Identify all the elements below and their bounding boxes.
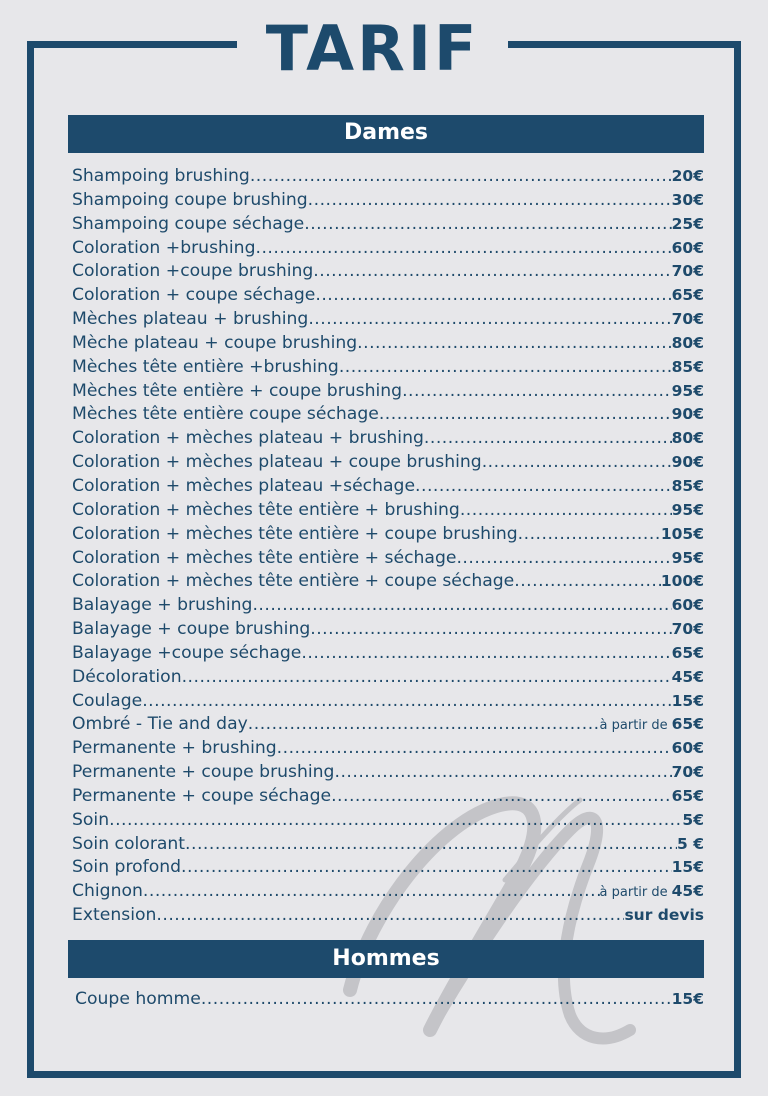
dot-leader (277, 737, 672, 761)
service-name: Coloration + coupe séchage (72, 285, 316, 306)
dot-leader (518, 523, 661, 547)
price-row (72, 666, 704, 690)
service-name: Coupe homme (75, 989, 201, 1009)
dot-leader (460, 499, 672, 523)
service-price: 60€ (671, 739, 704, 758)
price-row (72, 451, 704, 475)
service-name: Mèches tête entière +brushing (72, 356, 339, 377)
service-price: 85€ (671, 357, 704, 376)
service-price: 95€ (671, 381, 704, 400)
service-price: 65€ (671, 715, 704, 734)
dot-leader (182, 666, 672, 690)
dot-leader (310, 618, 671, 642)
service-price: 65€ (671, 286, 704, 305)
price-row (72, 618, 704, 642)
service-name: Mèches tête entière coupe séchage (72, 404, 379, 425)
service-name: Balayage + coupe brushing (72, 619, 311, 640)
service-price: 95€ (671, 500, 704, 519)
frame-top-right-border (508, 41, 741, 48)
price-row (72, 189, 704, 213)
service-name: Coloration +brushing (72, 237, 256, 258)
dot-leader (331, 785, 672, 809)
price-row (72, 475, 704, 499)
price-row (72, 713, 704, 737)
dot-leader (514, 570, 661, 594)
service-name: Coloration + mèches tête entière + brushing (72, 499, 460, 520)
service-price: 15€ (671, 691, 704, 710)
price-row (72, 260, 704, 284)
service-name: Mèches plateau + brushing (72, 309, 309, 330)
price-row (72, 856, 704, 880)
service-price: 65€ (671, 786, 704, 805)
service-name: Coloration + mèches tête entière + séchage (72, 547, 457, 568)
frame-bottom-border (27, 1071, 741, 1078)
service-price: 60€ (671, 238, 704, 257)
service-price: 45€ (671, 882, 704, 901)
service-name: Shampoing brushing (72, 166, 250, 186)
service-price: 60€ (671, 596, 704, 615)
section-header-dames: Dames (68, 115, 704, 153)
service-name: Permanente + brushing (72, 738, 277, 759)
price-row (72, 213, 704, 237)
service-name: Ombré - Tie and day (72, 714, 248, 735)
dot-leader (301, 642, 671, 666)
price-prefix: à partir de (599, 885, 668, 901)
dot-leader (456, 547, 671, 571)
service-name: Coloration +coupe brushing (72, 261, 314, 282)
service-name: Décoloration (72, 666, 182, 687)
service-price: 70€ (671, 310, 704, 329)
frame-top-left-border (27, 41, 237, 48)
service-name: Coloration + mèches plateau + brushing (72, 428, 424, 449)
service-price: 105€ (660, 524, 704, 543)
service-price: 90€ (671, 453, 704, 472)
price-row (72, 809, 704, 833)
service-name: Balayage + brushing (72, 595, 253, 616)
service-name: Extension (72, 905, 157, 926)
price-row (75, 988, 704, 1012)
price-list-dames (72, 165, 704, 928)
service-price: 15€ (671, 858, 704, 877)
price-row (72, 523, 704, 547)
service-name: Coloration + mèches tête entière + coupe séchage (72, 571, 515, 592)
service-price: 15€ (671, 990, 704, 1008)
dot-leader (142, 690, 671, 714)
service-name: Mèches tête entière + coupe brushing (72, 380, 403, 401)
dot-leader (143, 880, 600, 904)
dot-leader (424, 427, 672, 451)
page-title: TARIF (265, 12, 480, 85)
dot-leader (357, 332, 671, 356)
service-price: 85€ (671, 476, 704, 495)
dot-leader (334, 761, 671, 785)
price-row (72, 380, 704, 404)
service-price: 70€ (671, 262, 704, 281)
service-name: Permanente + coupe brushing (72, 762, 335, 783)
service-price: 30€ (671, 190, 704, 209)
price-row (72, 737, 704, 761)
service-price: 5 € (677, 834, 704, 853)
price-row (72, 880, 704, 904)
dot-leader (315, 284, 671, 308)
price-row (72, 332, 704, 356)
price-row (72, 308, 704, 332)
dot-leader (402, 380, 672, 404)
dot-leader (415, 475, 672, 499)
service-name: Coloration + mèches plateau +séchage (72, 475, 416, 496)
service-name: Shampoing coupe séchage (72, 213, 305, 234)
dot-leader (252, 594, 671, 618)
service-name: Soin (72, 809, 110, 830)
dot-leader (256, 237, 672, 261)
dot-leader (181, 856, 672, 880)
dot-leader (185, 833, 677, 857)
dot-leader (339, 356, 672, 380)
price-row (72, 284, 704, 308)
price-row (72, 237, 704, 261)
service-name: Mèche plateau + coupe brushing (72, 332, 358, 353)
price-row (72, 785, 704, 809)
price-prefix: à partir de (599, 718, 668, 734)
dot-leader (109, 809, 682, 833)
price-row (72, 403, 704, 427)
service-name: Coloration + mèches plateau + coupe brushing (72, 452, 482, 473)
dot-leader (248, 713, 600, 737)
price-row (72, 499, 704, 523)
service-price: 70€ (671, 620, 704, 639)
price-row (72, 833, 704, 857)
section-header-hommes: Hommes (68, 940, 704, 978)
service-price: 100€ (660, 572, 704, 591)
service-price: 65€ (671, 643, 704, 662)
service-price: 45€ (671, 667, 704, 686)
service-name: Coloration + mèches tête entière + coupe brushing (72, 523, 518, 544)
price-row (72, 356, 704, 380)
price-row (72, 547, 704, 571)
price-row (72, 642, 704, 666)
frame-right-border (734, 41, 741, 1078)
service-price: 20€ (671, 167, 704, 185)
dot-leader (201, 988, 672, 1012)
dot-leader (304, 213, 671, 237)
service-name: Balayage +coupe séchage (72, 642, 302, 663)
service-name: Shampoing coupe brushing (72, 189, 308, 210)
service-price: 25€ (671, 214, 704, 233)
service-price: 95€ (671, 548, 704, 567)
dot-leader (482, 451, 672, 475)
service-price: 80€ (671, 333, 704, 352)
price-row (72, 570, 704, 594)
service-name: Permanente + coupe séchage (72, 785, 332, 806)
service-name: Soin profond (72, 857, 182, 878)
service-name: Soin colorant (72, 833, 186, 854)
price-row (72, 690, 704, 714)
price-row (72, 594, 704, 618)
service-price: 70€ (671, 763, 704, 782)
service-price: 90€ (671, 405, 704, 424)
frame-left-border (27, 41, 34, 1078)
price-list-hommes (75, 988, 704, 1012)
price-row (72, 165, 704, 189)
price-row (72, 904, 704, 928)
service-name: Coulage (72, 690, 143, 711)
price-row (72, 761, 704, 785)
service-price: 80€ (671, 429, 704, 448)
service-price: 5€ (682, 810, 704, 829)
dot-leader (308, 308, 671, 332)
dot-leader (379, 403, 672, 427)
dot-leader (308, 189, 672, 213)
service-price: sur devis (624, 906, 704, 925)
dot-leader (156, 904, 624, 928)
dot-leader (313, 260, 671, 284)
dot-leader (250, 165, 672, 189)
price-row (72, 427, 704, 451)
service-name: Chignon (72, 881, 143, 902)
